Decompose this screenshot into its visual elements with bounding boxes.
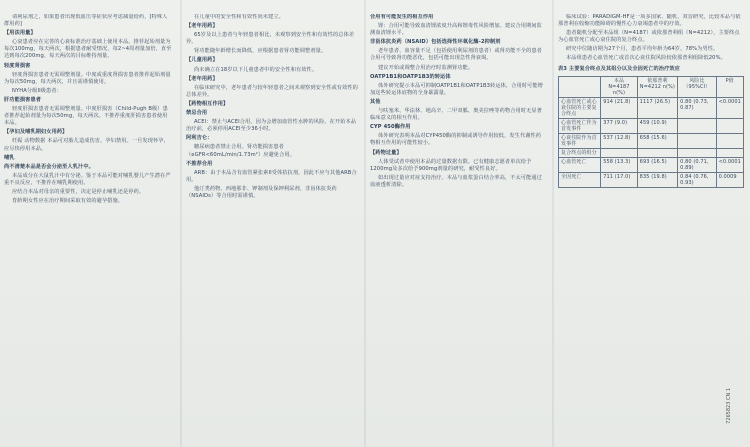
print-code: 7265823 CN 1 [726,388,732,424]
paragraph: 患者随机分配至本品组（N=4187）或依那普利组（N=4212），主要终点为心血管死亡或心衰住院的复合终点。 [558,30,740,44]
table-cell: 心血管死亡作为首发事件 [559,118,601,133]
section-heading: 【药物过量】 [370,149,402,156]
table-cell: 心衰住院作为首发事件 [559,133,601,148]
subsection-heading: 非甾体抗炎药（NSAID）包括选择性环氧化酶-2抑制剂 [370,39,501,46]
table-cell: 693 (16.5) [637,157,677,172]
subsection-heading: 不推荐合用 [186,160,213,167]
table-cell: 658 (15.6) [637,133,677,148]
paragraph: 应结合本品对母亲的重要性，决定是停止哺乳还是停药。 [12,188,145,195]
subsection-heading: 尚不清楚本品是否会分泌至人乳汁中。 [4,163,94,170]
table-cell [716,148,743,157]
header-cell: 本品 N=4187 n(%) [601,76,637,97]
table-cell [601,148,637,157]
table-cell: 心血管死亡 [559,157,601,172]
table-cell: 0.84 (0.76, 0.93) [678,172,716,187]
table-cell: 0.80 (0.73, 0.87) [678,97,716,118]
paragraph: ARB：由于本品含有血管紧张素II受体拮抗剂，因此不应与其他ARB合用。 [186,169,357,183]
header-cell: 风险比（95%CI） [678,76,716,97]
section-heading: CYP 450酶作用 [370,124,411,131]
table-cell: 459 (10.9) [637,118,677,133]
column-2 [186,14,358,439]
paragraph: 65岁及以上患者与年轻患者相比，未观察到安全性和有效性的总体差异。 [186,32,355,46]
table-caption: 表3 主要复合终点及其组分以及全因死亡的治疗效应 [558,65,680,72]
paragraph: 心衰患者应在完善的心衰标准治疗基础上使用本品。推荐起始剂量为每次100mg，每天两次，根据患者耐受情况，每2~4周剂量加倍，直至达到每次200mg、每天两次的目标维持剂量。 [4,39,172,60]
paragraph: 妊娠 动物数据 本品可对胎儿造成伤害，孕妇禁用。一旦发现怀孕，应尽快停用本品。 [4,138,169,152]
fold-line [552,0,554,447]
subsection-heading: 阿利吉仑： [186,135,213,142]
paragraph: 请利尿剂之，如果患者出现低血压等症状应考虑减量给药，[特殊人群用药] [4,14,168,28]
paragraph: 糖尿病患者禁止合用。肾功能损害患者（eGFR<60mL/min/1.73m²）应避免合用。 [186,144,295,158]
table-cell: 914 (21.8) [601,97,637,118]
paragraph: 体外研究表明本品对CYP450酶的抑制或诱导作用较低，发生代谢性药物相互作用的可能性较小。 [370,133,542,147]
table-cell: 0.80 (0.71, 0.89) [678,157,716,172]
column-4 [558,14,744,439]
table-cell [716,133,743,148]
paragraph: ACEI：禁止与ACEI合用，因为会增加血管性水肿的风险。在开始本品治疗前，必须停用ACEI至少36小时。 [186,119,357,133]
subsection-heading: 合用有可能发生的相互作用 [370,14,434,20]
table-header-row [559,76,744,97]
table-row [559,133,744,148]
table-cell: 心血管死亡或心衰住院的主要复合终点 [559,97,601,118]
paragraph: 与呋塞米、华法林、地高辛、二甲双胍、奥美拉唑等药物合用时无显著临床意义的相互作用。 [370,108,542,122]
column-3 [370,14,546,439]
header-cell [559,76,601,97]
table-row [559,157,744,172]
table-row [559,148,744,157]
table-cell: <0.0001 [716,97,743,118]
paragraph: 本品成分在大鼠乳汁中有分泌。鉴于本品可能对哺乳婴儿产生潜在严重不良反应，不推荐在哺乳期使用。 [4,172,171,186]
table-cell [678,133,716,148]
header-cell: 依那普利 N=4212 n(%) [637,76,677,97]
table-cell: 377 (9.0) [601,118,637,133]
subsection-heading: 【儿童用药】 [186,57,218,64]
paragraph: 在临床研究中，老年患者与较年轻患者之间未观察到安全性或有效性的总体差异。 [186,84,358,98]
paragraph: 本品组患者心血管死亡或首次心衰住院风险较依那普利组降低20%。 [566,55,726,62]
table-cell: 537 (12.8) [601,133,637,148]
paragraph: 轻度肾损害患者无需调整剂量。中度或重度肾损害患者推荐起始剂量为每次50mg，每天两次，并且需谨慎使用。 [4,71,171,85]
fold-line [364,0,366,447]
paragraph: 体外研究提示本品可抑制OATP1B1和OATP1B3转运体，合用时可能增加这些转运体底物的全身暴露量。 [370,82,543,96]
section-heading: 【用法用量】 [4,30,36,37]
table-cell [637,148,677,157]
paragraph: 肾功能随年龄增长而降低，应根据患者肾功能调整剂量。 [194,48,327,55]
column-1 [4,14,172,439]
subsection-heading: 【老年用药】 [186,23,218,30]
table-cell: 复合终点的组分 [559,148,601,157]
paragraph: 锂：合用可能导致血清锂浓度升高和锂毒性风险增加。建议合用期间监测血清锂水平。 [370,23,542,37]
section-heading: 哺乳 [4,154,15,161]
paragraph: 研究中位随访期为27个月，患者平均年龄为64岁，78%为男性。 [566,46,719,53]
paragraph: 建议开始或调整合用治疗时监测肾功能。 [378,64,474,71]
subsection-heading: 肝功能损害患者 [4,96,42,103]
table-cell [716,118,743,133]
subsection-heading: 【孕妇及哺乳期妇女用药】 [4,129,68,136]
table-cell: 1117 (26.5) [637,97,677,118]
subsection-heading: 轻度肾损害 [4,62,31,69]
fold-line [180,0,182,447]
paragraph: 如出现过量应对症支持治疗。本品与血浆蛋白结合率高，不太可能通过血液透析清除。 [370,174,542,188]
subsection-heading: 禁忌合用 [186,110,208,117]
subsection-heading: OATP1B1和OATP1B3的转运体 [370,73,451,80]
header-cell: P值 [716,76,743,97]
table-row [559,97,744,118]
table-cell [678,118,716,133]
table-row [559,172,744,187]
table-cell: 全因死亡 [559,172,601,187]
table-cell: 711 (17.0) [601,172,637,187]
paragraph: 他汀类药物、西地那非、钾制剂及保钾利尿剂、非甾体抗炎药（NSAIDs）等合用时需谨慎。 [186,185,337,199]
table-cell: 0.0009 [716,172,743,187]
table-cell: <0.0001 [716,157,743,172]
paragraph: 人体受试者中使用本品的过量数据有限。已有健康志愿者单次给予1200mg及多次给予900mg剂量的研究，耐受性良好。 [370,158,532,172]
section-heading: 【药物相互作用】 [186,100,229,107]
paragraph: NYHA分级II级患者： [12,87,62,94]
paragraph: 育龄期女性应在治疗期间采取有效的避孕措施。 [12,198,124,205]
table-cell: 835 (19.8) [637,172,677,187]
outcomes-table [558,76,744,188]
paragraph: 老年患者、血容量不足（包括使用利尿剂的患者）或肾功能不全的患者合用可导致肾功能恶化，包括可能出现急性肾衰竭。 [370,48,542,62]
paragraph: 尚未确立在18岁以下儿童患者中的安全性和有效性。 [194,66,318,73]
paragraph: 在儿童中的安全性和有效性尚未建立。 [194,14,284,20]
subsection-heading: 其他 [370,98,381,105]
subsection-heading: 【老年用药】 [186,75,218,82]
table-cell: 558 (13.3) [601,157,637,172]
paragraph: 临床试验：PARADIGM-HF是一项多国家、随机、双盲研究，比较本品与依那普利在收缩功能障碍的慢性心力衰竭患者中的疗效。 [558,14,741,28]
table-row [559,118,744,133]
table-cell [678,148,716,157]
paragraph: 轻度肝损害患者无需调整剂量。中度肝损害（Child-Pugh B级）患者推荐起始剂量为每次50mg，每天两次。不推荐重度肝损害患者使用本品。 [4,106,168,127]
